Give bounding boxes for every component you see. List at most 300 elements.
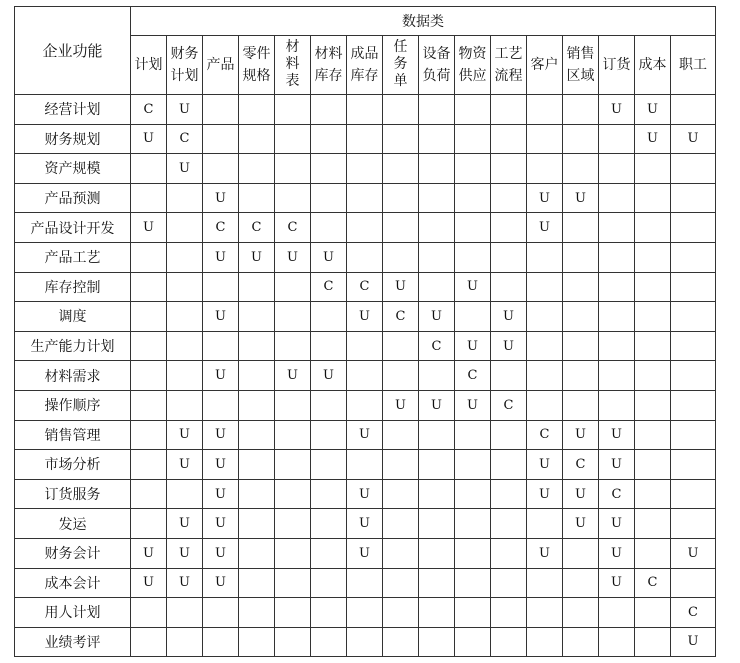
column-header [131,36,167,95]
table-row [15,420,716,450]
matrix-cell [419,95,455,125]
matrix-cell [671,154,716,184]
matrix-cell [419,450,455,480]
matrix-cell [203,627,239,657]
matrix-cell: U [203,450,239,480]
matrix-cell [419,479,455,509]
matrix-cell [311,598,347,628]
matrix-cell [671,183,716,213]
matrix-cell: U [455,331,491,361]
matrix-cell [239,302,275,332]
column-header [347,36,383,95]
matrix-cell: C [167,124,203,154]
matrix-cell [383,213,419,243]
matrix-cell [275,95,311,125]
matrix-cell: U [347,420,383,450]
matrix-cell: U [599,509,635,539]
matrix-cell [311,154,347,184]
matrix-cell [131,154,167,184]
column-header-label: 产品 [206,57,235,73]
matrix-cell: C [239,213,275,243]
matrix-cell [167,242,203,272]
matrix-cell [275,568,311,598]
matrix-cell [671,213,716,243]
column-header [671,36,716,95]
matrix-cell [491,538,527,568]
matrix-cell: U [131,538,167,568]
matrix-cell [239,390,275,420]
matrix-cell [347,154,383,184]
matrix-cell: U [167,568,203,598]
column-header-label: 物资供应 [458,46,487,84]
matrix-cell [491,124,527,154]
matrix-cell [671,95,716,125]
matrix-cell [167,331,203,361]
matrix-cell [383,509,419,539]
column-header [563,36,599,95]
table-row [15,627,716,657]
function-name-cell: 资产规模 [15,154,131,184]
matrix-cell [455,95,491,125]
matrix-cell [563,598,599,628]
matrix-cell [635,538,671,568]
matrix-cell [563,242,599,272]
matrix-cell [635,154,671,184]
matrix-cell [563,272,599,302]
matrix-cell [131,242,167,272]
matrix-cell [167,390,203,420]
matrix-cell [239,479,275,509]
matrix-cell [491,272,527,302]
matrix-cell [383,124,419,154]
matrix-cell [383,598,419,628]
column-header-label: 零件规格 [242,46,271,84]
matrix-cell: U [599,420,635,450]
matrix-cell [167,627,203,657]
matrix-cell [491,568,527,598]
matrix-cell: U [635,95,671,125]
matrix-cell [635,361,671,391]
matrix-cell [311,538,347,568]
matrix-cell [275,598,311,628]
matrix-cell [527,390,563,420]
matrix-cell [491,627,527,657]
matrix-cell [419,272,455,302]
matrix-cell [455,420,491,450]
matrix-cell [347,183,383,213]
matrix-cell: U [167,420,203,450]
matrix-cell [131,361,167,391]
matrix-cell [275,450,311,480]
matrix-cell [275,331,311,361]
matrix-cell [131,331,167,361]
matrix-cell: U [203,538,239,568]
matrix-cell: U [167,538,203,568]
function-name-cell: 财务规划 [15,124,131,154]
matrix-cell [419,538,455,568]
matrix-cell [491,242,527,272]
column-header [275,36,311,95]
matrix-cell [527,154,563,184]
matrix-cell [671,242,716,272]
matrix-cell: U [671,124,716,154]
function-name-cell: 产品工艺 [15,242,131,272]
column-header [635,36,671,95]
matrix-cell [599,183,635,213]
matrix-cell [635,390,671,420]
matrix-cell: U [419,302,455,332]
matrix-cell [275,479,311,509]
column-header [239,36,275,95]
matrix-cell [239,450,275,480]
column-header [599,36,635,95]
matrix-cell: U [527,479,563,509]
matrix-cell [347,450,383,480]
matrix-cell: U [203,183,239,213]
matrix-cell [599,124,635,154]
matrix-cell [311,302,347,332]
column-header [311,36,347,95]
matrix-cell [455,598,491,628]
matrix-cell [311,331,347,361]
matrix-cell [491,479,527,509]
matrix-cell: U [563,479,599,509]
matrix-cell: U [311,361,347,391]
matrix-cell [635,420,671,450]
matrix-cell [455,509,491,539]
corner-header: 企业功能 [15,7,131,95]
column-header-label: 材料库存 [314,46,343,84]
matrix-cell [419,154,455,184]
matrix-cell: U [311,242,347,272]
function-name-cell: 库存控制 [15,272,131,302]
matrix-cell: U [347,302,383,332]
matrix-cell [239,568,275,598]
matrix-cell: U [167,154,203,184]
matrix-cell [239,272,275,302]
table-row [15,361,716,391]
function-name-cell: 产品预测 [15,183,131,213]
matrix-cell [599,213,635,243]
matrix-cell: U [275,361,311,391]
matrix-cell [527,509,563,539]
matrix-cell: U [203,420,239,450]
matrix-cell [131,183,167,213]
matrix-cell [455,154,491,184]
matrix-cell [419,242,455,272]
matrix-cell [671,272,716,302]
matrix-cell: C [599,479,635,509]
matrix-cell: U [275,242,311,272]
matrix-cell [239,598,275,628]
matrix-cell: U [599,538,635,568]
matrix-cell [383,331,419,361]
matrix-cell [239,361,275,391]
matrix-cell [383,361,419,391]
matrix-cell [311,450,347,480]
matrix-cell [311,183,347,213]
matrix-cell [491,213,527,243]
matrix-cell: U [131,213,167,243]
matrix-cell [275,124,311,154]
matrix-cell [455,450,491,480]
column-header-label: 职工 [679,57,707,73]
matrix-cell [347,627,383,657]
matrix-cell: U [563,509,599,539]
function-name-cell: 业绩考评 [15,627,131,657]
matrix-cell [239,420,275,450]
table-row [15,331,716,361]
matrix-cell [239,124,275,154]
matrix-cell [347,331,383,361]
matrix-cell [419,598,455,628]
matrix-cell [635,450,671,480]
matrix-body [15,95,716,657]
matrix-cell [275,420,311,450]
matrix-cell: C [203,213,239,243]
matrix-cell: U [203,242,239,272]
matrix-cell [455,479,491,509]
group-header: 数据类 [131,7,716,36]
matrix-cell [167,183,203,213]
matrix-cell [383,627,419,657]
matrix-cell [383,479,419,509]
matrix-cell: C [347,272,383,302]
column-header-label: 订货 [602,57,631,73]
matrix-cell [671,450,716,480]
matrix-cell [563,154,599,184]
column-header-label: 计划 [134,57,163,73]
matrix-cell [563,538,599,568]
matrix-cell [311,568,347,598]
matrix-cell: C [311,272,347,302]
table-row [15,242,716,272]
matrix-cell: U [599,450,635,480]
matrix-cell [635,331,671,361]
matrix-cell [311,627,347,657]
matrix-cell [311,213,347,243]
matrix-cell: U [347,479,383,509]
column-header [491,36,527,95]
matrix-cell: U [347,538,383,568]
matrix-cell [275,183,311,213]
matrix-cell [491,598,527,628]
matrix-cell [491,154,527,184]
matrix-cell [491,450,527,480]
matrix-cell: U [203,479,239,509]
matrix-cell [167,598,203,628]
column-header-label: 成本 [638,57,667,73]
matrix-cell [131,302,167,332]
matrix-cell [671,331,716,361]
matrix-cell [527,242,563,272]
matrix-cell: U [419,390,455,420]
matrix-cell [455,242,491,272]
table-row [15,568,716,598]
function-name-cell: 操作顺序 [15,390,131,420]
matrix-cell: U [563,420,599,450]
matrix-cell: U [527,213,563,243]
matrix-cell [419,568,455,598]
matrix-cell [635,598,671,628]
matrix-cell: C [419,331,455,361]
matrix-cell [599,154,635,184]
table-row [15,124,716,154]
matrix-cell [491,361,527,391]
matrix-cell [347,361,383,391]
matrix-cell [671,390,716,420]
matrix-cell [635,272,671,302]
matrix-cell [347,213,383,243]
matrix-cell: U [203,568,239,598]
matrix-cell [203,95,239,125]
table-row [15,183,716,213]
matrix-cell [239,538,275,568]
matrix-cell: U [635,124,671,154]
matrix-cell [239,95,275,125]
matrix-cell [311,390,347,420]
matrix-cell [383,450,419,480]
matrix-cell: U [491,331,527,361]
matrix-cell [311,479,347,509]
matrix-cell [563,95,599,125]
matrix-cell [455,627,491,657]
matrix-cell [275,538,311,568]
matrix-cell: U [455,390,491,420]
matrix-cell [599,331,635,361]
matrix-cell: C [671,598,716,628]
matrix-cell: U [347,509,383,539]
matrix-cell [527,272,563,302]
matrix-cell [131,390,167,420]
table-row [15,272,716,302]
matrix-cell [491,183,527,213]
function-name-cell: 用人计划 [15,598,131,628]
matrix-cell: C [383,302,419,332]
column-header-label: 客户 [530,57,559,73]
matrix-cell [167,479,203,509]
matrix-cell [203,390,239,420]
column-header-label: 工艺流程 [494,46,523,84]
matrix-cell [275,390,311,420]
matrix-cell: C [491,390,527,420]
matrix-cell: U [527,183,563,213]
matrix-cell: U [383,390,419,420]
column-header-label: 财务计划 [170,46,199,84]
matrix-cell: U [491,302,527,332]
matrix-cell [347,568,383,598]
matrix-cell [455,183,491,213]
column-header [455,36,491,95]
matrix-cell [527,124,563,154]
matrix-cell: U [203,509,239,539]
matrix-cell [167,361,203,391]
matrix-cell [239,154,275,184]
matrix-cell: U [671,538,716,568]
matrix-cell [455,302,491,332]
matrix-cell: U [131,124,167,154]
matrix-cell [203,331,239,361]
matrix-cell [131,598,167,628]
matrix-cell [383,568,419,598]
column-header-label: 成品库存 [350,46,379,84]
matrix-cell [599,598,635,628]
matrix-cell [239,331,275,361]
function-name-cell: 经营计划 [15,95,131,125]
matrix-cell [419,361,455,391]
column-header-label: 销售区域 [566,46,595,84]
matrix-cell [275,272,311,302]
matrix-cell: C [563,450,599,480]
matrix-cell: U [455,272,491,302]
matrix-cell: U [167,509,203,539]
matrix-cell [131,420,167,450]
matrix-cell: U [167,450,203,480]
matrix-cell [131,509,167,539]
matrix-cell [383,154,419,184]
matrix-cell [527,302,563,332]
matrix-cell [635,627,671,657]
matrix-cell [527,361,563,391]
matrix-cell [239,509,275,539]
matrix-cell [311,95,347,125]
matrix-cell [527,598,563,628]
matrix-cell [599,302,635,332]
table-row [15,302,716,332]
matrix-cell [563,302,599,332]
function-name-cell: 销售管理 [15,420,131,450]
matrix-cell: U [167,95,203,125]
matrix-cell [383,95,419,125]
matrix-cell: C [635,568,671,598]
matrix-cell [203,598,239,628]
matrix-cell [239,627,275,657]
matrix-cell [491,95,527,125]
matrix-cell: C [527,420,563,450]
matrix-cell [419,420,455,450]
uc-matrix-wrapper [14,6,716,657]
matrix-cell [383,420,419,450]
function-name-cell: 发运 [15,509,131,539]
function-name-cell: 产品设计开发 [15,213,131,243]
matrix-cell [563,390,599,420]
matrix-cell [527,95,563,125]
column-header-label: 任务单 [393,38,408,89]
matrix-cell [311,124,347,154]
function-name-cell: 成本会计 [15,568,131,598]
matrix-cell: U [203,302,239,332]
matrix-cell [635,213,671,243]
table-row [15,598,716,628]
matrix-cell [311,509,347,539]
matrix-cell [455,568,491,598]
matrix-cell [671,302,716,332]
matrix-cell [275,509,311,539]
matrix-cell: U [383,272,419,302]
matrix-cell [527,568,563,598]
matrix-cell [599,361,635,391]
matrix-cell [563,627,599,657]
table-row [15,450,716,480]
matrix-cell: U [239,242,275,272]
column-header-label: 设备负荷 [422,46,451,84]
matrix-cell [563,331,599,361]
matrix-cell: U [563,183,599,213]
matrix-cell [347,124,383,154]
function-name-cell: 生产能力计划 [15,331,131,361]
matrix-cell [455,213,491,243]
matrix-cell [275,154,311,184]
